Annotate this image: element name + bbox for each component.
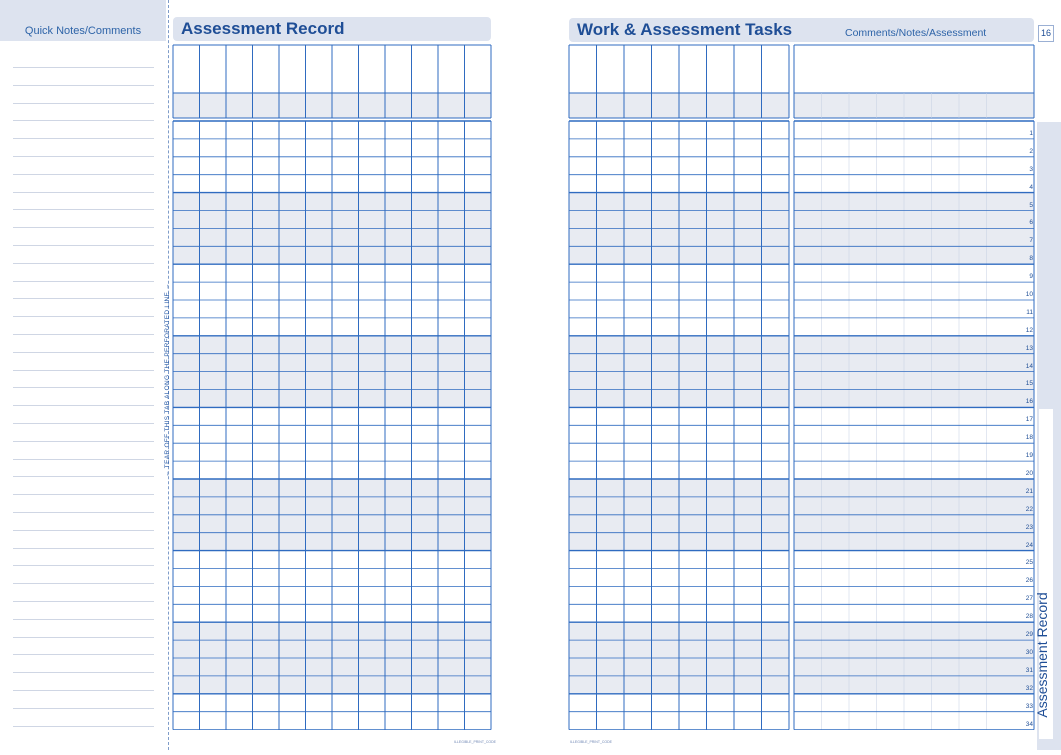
comments-row-shade bbox=[794, 336, 1034, 354]
comments-row-shade bbox=[794, 676, 1034, 694]
row-number: 3 bbox=[1029, 166, 1033, 173]
row-number: 2 bbox=[1029, 148, 1033, 155]
row-number: 22 bbox=[1025, 506, 1033, 513]
row-number: 29 bbox=[1025, 631, 1033, 638]
tear-off-instruction: ← TEAR OFF THIS TAB ALONG THE PERFORATED LINE → bbox=[164, 283, 171, 477]
work-tasks-title: Work & Assessment Tasks bbox=[577, 20, 793, 39]
row-number: 7 bbox=[1029, 237, 1033, 244]
comments-header-shade bbox=[794, 93, 1034, 118]
row-number: 4 bbox=[1029, 184, 1033, 191]
row-number: 11 bbox=[1026, 309, 1033, 316]
row-number: 33 bbox=[1025, 703, 1033, 710]
row-number: 6 bbox=[1029, 219, 1033, 226]
comments-row-shade bbox=[794, 479, 1034, 497]
comments-row-shade bbox=[794, 640, 1034, 658]
comments-row-shade bbox=[794, 228, 1034, 246]
comments-row-shade bbox=[794, 622, 1034, 640]
row-number: 34 bbox=[1025, 721, 1033, 728]
comments-row-shade bbox=[794, 515, 1034, 533]
page-number: 16 bbox=[1038, 25, 1054, 42]
comments-notes-label: Comments/Notes/Assessment bbox=[845, 27, 987, 39]
row-number: 19 bbox=[1025, 452, 1033, 459]
row-number: 1 bbox=[1029, 130, 1033, 137]
comments-row-shade bbox=[794, 246, 1034, 264]
comments-row-shade bbox=[794, 533, 1034, 551]
comments-row-shade bbox=[794, 193, 1034, 211]
row-number: 8 bbox=[1029, 255, 1033, 262]
comments-row-shade bbox=[794, 390, 1034, 408]
quick-notes-title: Quick Notes/Comments bbox=[24, 25, 142, 37]
row-number: 32 bbox=[1025, 685, 1033, 692]
row-number: 21 bbox=[1025, 488, 1033, 495]
row-number: 20 bbox=[1025, 470, 1033, 477]
row-number: 30 bbox=[1025, 649, 1033, 656]
work-tasks-title-bar bbox=[569, 18, 1034, 42]
comments-row-shade bbox=[794, 354, 1034, 372]
row-number: 5 bbox=[1029, 202, 1033, 209]
row-number: 27 bbox=[1025, 595, 1033, 602]
left-footer-code: ILLEGIBLE_PRINT_CODE bbox=[454, 740, 497, 744]
row-number: 9 bbox=[1029, 273, 1033, 280]
side-tab-label: Assessment Record bbox=[1034, 592, 1050, 718]
row-number: 25 bbox=[1025, 559, 1033, 566]
row-number: 14 bbox=[1025, 363, 1033, 370]
comments-row-shade bbox=[794, 497, 1034, 515]
row-number: 15 bbox=[1025, 380, 1033, 387]
comments-row-shade bbox=[794, 658, 1034, 676]
row-number: 13 bbox=[1025, 345, 1033, 352]
row-number: 17 bbox=[1025, 416, 1033, 423]
page-title: Assessment Record bbox=[181, 19, 345, 38]
row-number: 26 bbox=[1025, 577, 1033, 584]
row-number: 31 bbox=[1025, 667, 1033, 674]
row-number: 18 bbox=[1025, 434, 1033, 441]
row-number: 23 bbox=[1025, 524, 1033, 531]
row-number: 10 bbox=[1025, 291, 1033, 298]
comments-row-shade bbox=[794, 211, 1034, 229]
row-number: 12 bbox=[1025, 327, 1033, 334]
row-number: 16 bbox=[1025, 398, 1033, 405]
right-footer-code: ILLEGIBLE_PRINT_CODE bbox=[570, 740, 613, 744]
row-number: 24 bbox=[1025, 542, 1033, 549]
row-number: 28 bbox=[1025, 613, 1033, 620]
comments-row-shade bbox=[794, 372, 1034, 390]
